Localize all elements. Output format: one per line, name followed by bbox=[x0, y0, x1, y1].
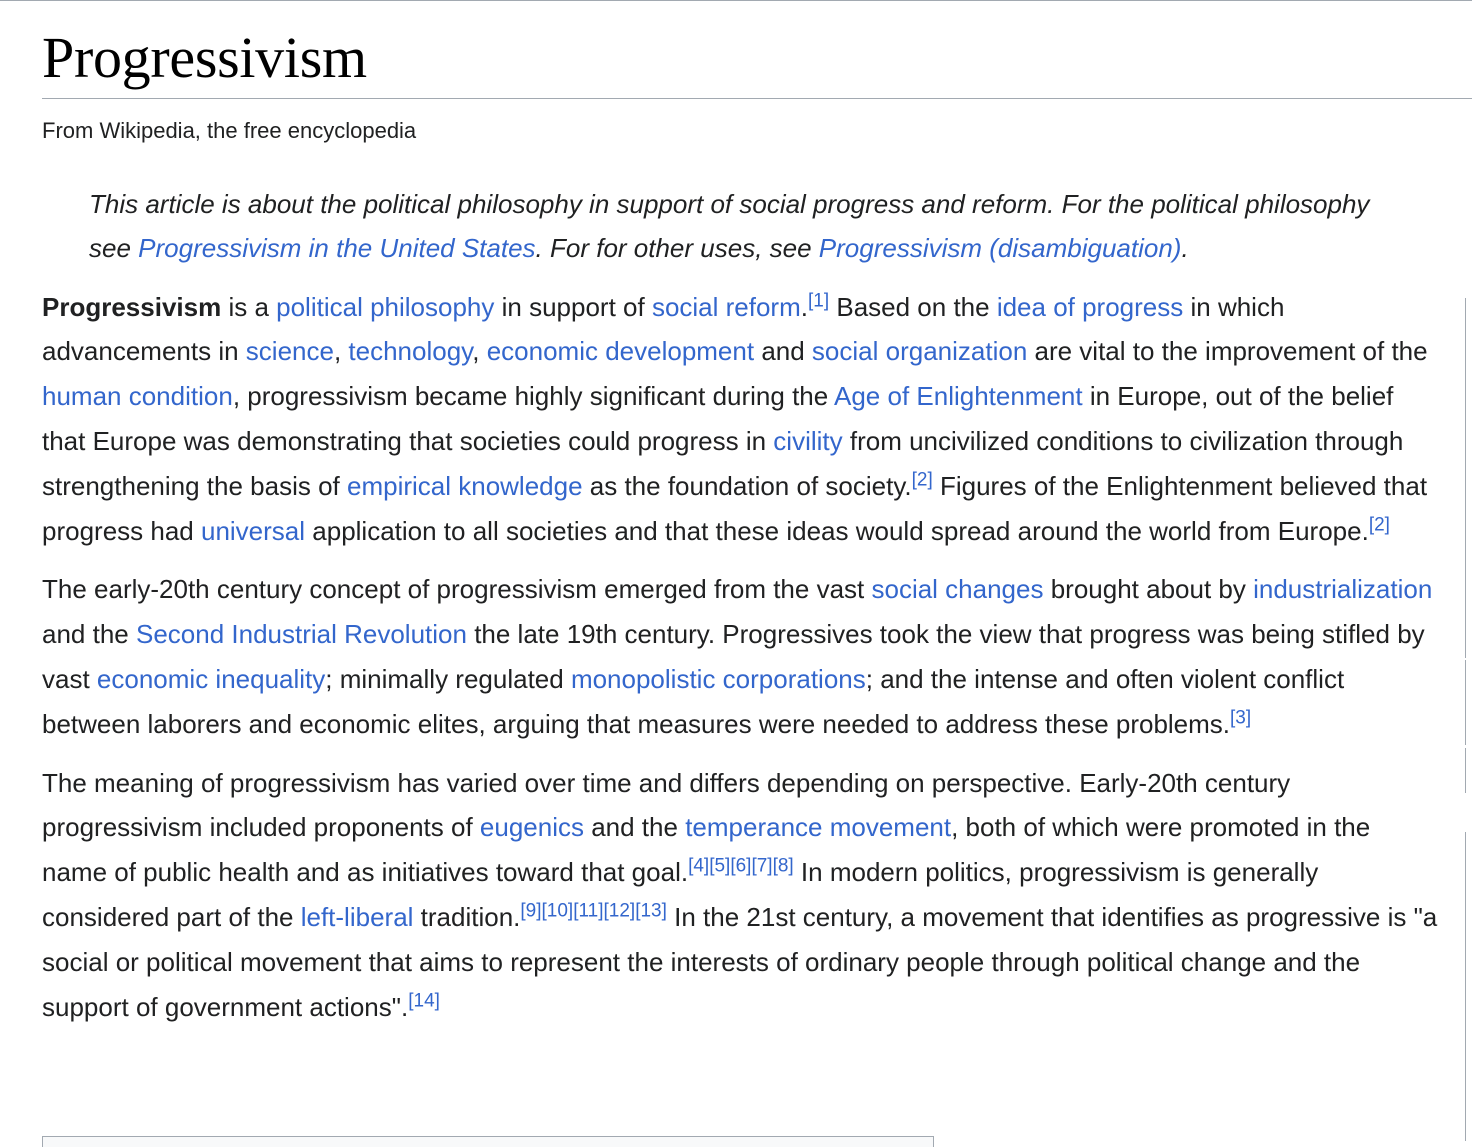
hatnote-end: . bbox=[1181, 232, 1189, 263]
link-economic-development[interactable]: economic development bbox=[486, 336, 755, 367]
text: , bbox=[333, 336, 349, 367]
citation-link[interactable]: [14] bbox=[408, 989, 440, 1011]
text: tradition. bbox=[413, 901, 521, 932]
text: as the foundation of society. bbox=[582, 470, 912, 501]
link-social-changes[interactable]: social changes bbox=[871, 574, 1044, 605]
text: brought about by bbox=[1043, 574, 1254, 605]
link-social-reform[interactable]: social reform bbox=[651, 291, 801, 322]
article-content bbox=[42, 0, 1472, 1029]
link-age-of-enlightenment[interactable]: Age of Enlightenment bbox=[834, 381, 1083, 412]
hatnote bbox=[42, 182, 1472, 270]
citation-link[interactable]: [4] bbox=[688, 855, 710, 877]
citation-link[interactable]: [6] bbox=[730, 855, 752, 877]
citation-link[interactable]: [3] bbox=[1230, 707, 1252, 729]
paragraph-2 bbox=[42, 567, 1442, 746]
citation-link[interactable]: [2] bbox=[1368, 513, 1390, 535]
text: The meaning of progressivism has varied over time and differs depending on perspective. Early-20th century progressivism included proponents of bbox=[42, 767, 1291, 843]
text: In modern politics, progressivism is generally considered part of the bbox=[42, 857, 1319, 932]
hatnote-line-1: This article is about the political philosophy in support of social progress and reform. For the political philosophy bbox=[89, 188, 1370, 219]
contents-box bbox=[42, 1136, 934, 1147]
infobox-edge bbox=[1465, 748, 1472, 793]
citation-group-b bbox=[520, 900, 667, 921]
text: . bbox=[800, 291, 808, 322]
text: is a bbox=[221, 291, 277, 322]
citation-link[interactable]: [13] bbox=[635, 900, 667, 922]
hatnote-mid: . For for other uses, see bbox=[535, 232, 819, 263]
infobox-edge bbox=[1465, 660, 1472, 745]
text: in which advancements in bbox=[42, 291, 1285, 367]
citation-link[interactable]: [7] bbox=[751, 855, 773, 877]
citation-link[interactable]: [2] bbox=[911, 469, 933, 491]
citation-ref[interactable] bbox=[1230, 707, 1251, 728]
citation-group-a bbox=[688, 856, 794, 877]
paragraph-1 bbox=[42, 285, 1442, 554]
text: and the bbox=[42, 619, 136, 650]
link-civility[interactable]: civility bbox=[773, 425, 843, 456]
link-universal[interactable]: universal bbox=[200, 515, 306, 546]
link-economic-inequality[interactable]: economic inequality bbox=[96, 663, 326, 694]
text: and the bbox=[583, 812, 686, 843]
link-temperance-movement[interactable]: temperance movement bbox=[685, 812, 952, 843]
text: are vital to the improvement of the bbox=[1027, 336, 1428, 367]
infobox-edge bbox=[1465, 832, 1472, 1141]
link-eugenics[interactable]: eugenics bbox=[479, 812, 584, 843]
citation-link[interactable]: [10] bbox=[541, 900, 574, 922]
site-tagline: From Wikipedia, the free encyclopedia bbox=[42, 117, 417, 143]
citation-link[interactable]: [1] bbox=[808, 289, 830, 311]
citation-ref[interactable] bbox=[808, 290, 829, 311]
citation-link[interactable]: [9] bbox=[520, 900, 542, 922]
link-human-condition[interactable]: human condition bbox=[42, 381, 233, 412]
text: Figures of the Enlightenment believed that progress had bbox=[42, 470, 1428, 546]
text: and bbox=[754, 336, 812, 367]
link-industrialization[interactable]: industrialization bbox=[1253, 574, 1433, 605]
hatnote-see: see bbox=[89, 232, 139, 263]
text: , both of which were promoted in the name of public health and as initiatives toward that goal. bbox=[42, 812, 1371, 888]
text: in support of bbox=[494, 291, 652, 322]
citation-link[interactable]: [5] bbox=[709, 855, 731, 877]
link-progressivism-disambiguation[interactable]: Progressivism (disambiguation) bbox=[818, 232, 1182, 263]
page-title: Progressivism bbox=[42, 0, 1472, 99]
text: in Europe, out of the belief that Europe was demonstrating that societies could progress in bbox=[42, 381, 1394, 456]
link-second-industrial-revolution[interactable]: Second Industrial Revolution bbox=[135, 619, 467, 650]
link-social-organization[interactable]: social organization bbox=[811, 336, 1028, 367]
link-idea-of-progress[interactable]: idea of progress bbox=[996, 291, 1184, 322]
link-progressivism-in-the-united-states[interactable]: Progressivism in the United States bbox=[138, 232, 536, 263]
citation-ref[interactable] bbox=[408, 990, 440, 1011]
text: In the 21st century, a movement that identifies as progressive is "a social or political movement that aims to represent the interests of ordinary people through political change and the support of government actions". bbox=[42, 901, 1438, 1022]
hatnote-line-2 bbox=[89, 226, 1472, 270]
text: from uncivilized conditions to civilization through strengthening the basis of bbox=[42, 425, 1404, 501]
link-empirical-knowledge[interactable]: empirical knowledge bbox=[346, 470, 583, 501]
text: , bbox=[472, 336, 487, 367]
text: ; and the intense and often violent conflict between laborers and economic elites, arguing that measures were needed to address these problems. bbox=[42, 663, 1345, 739]
link-science[interactable]: science bbox=[245, 336, 334, 367]
citation-link[interactable]: [12] bbox=[603, 900, 636, 922]
infobox-edge bbox=[1465, 298, 1472, 658]
citation-ref[interactable] bbox=[1369, 514, 1390, 535]
text: The early-20th century concept of progressivism emerged from the vast bbox=[42, 574, 872, 605]
text: the late 19th century. Progressives took the view that progress was being stifled by vast bbox=[42, 619, 1425, 694]
text: , progressivism became highly significant during the bbox=[232, 381, 834, 412]
link-technology[interactable]: technology bbox=[348, 336, 473, 367]
bold-term: Progressivism bbox=[42, 291, 222, 322]
citation-link[interactable]: [8] bbox=[772, 855, 794, 877]
link-left-liberal[interactable]: left-liberal bbox=[300, 901, 414, 932]
citation-link[interactable]: [11] bbox=[573, 900, 604, 922]
text: application to all societies and that these ideas would spread around the world from Europe. bbox=[305, 515, 1369, 546]
link-political-philosophy[interactable]: political philosophy bbox=[276, 291, 495, 322]
paragraph-3 bbox=[42, 761, 1442, 1030]
link-monopolistic-corporations[interactable]: monopolistic corporations bbox=[570, 663, 866, 694]
text: ; minimally regulated bbox=[325, 663, 571, 694]
citation-ref[interactable] bbox=[912, 469, 933, 490]
text: Based on the bbox=[829, 291, 997, 322]
